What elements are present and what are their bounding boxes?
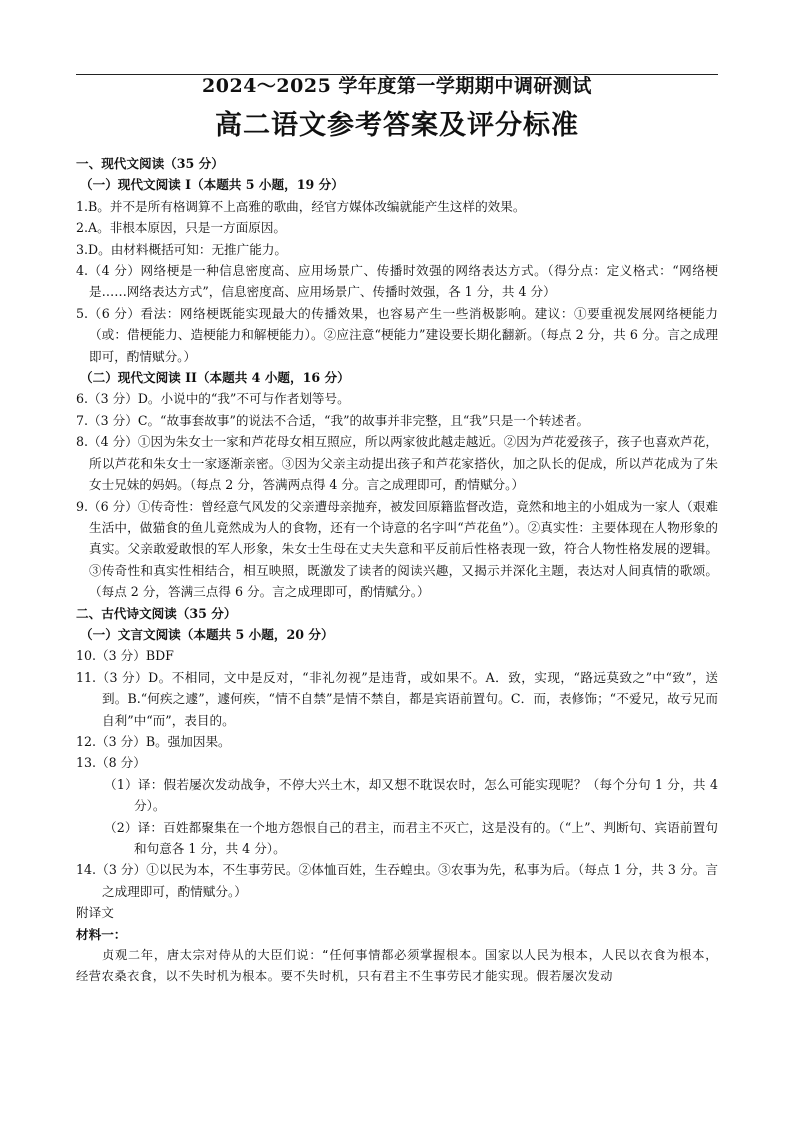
answer-q7: 7.（3 分）C。“故事套故事”的说法不合适，“我”的故事并非完整，且“我”只是一个转述者。: [76, 412, 590, 428]
appendix-heading: 附译文: [76, 905, 114, 921]
subsection-heading-reading-1: （一）现代文阅读 I（本题共 5 小题，19 分）: [80, 177, 344, 193]
answer-q12: 12.（3 分）B。强加因果。: [76, 733, 231, 749]
answer-q9: 9.（6 分）①传奇性：曾经意气风发的父亲遭母亲抛弃，被发回原籍监督改造，竟然和地主的小姐成为一家人（艰难生活中，做猫食的鱼儿竟然成为人的食物，还有一个诗意的名字叫“芦花鱼”）。②真实性：主要体现在人物形象的真实。父亲敢爱敢恨的军人形象，朱女士生母在丈夫失意和平反前后性格表现一致，符合人物性格发展的逻辑。③传奇性和真实性相结合，相互映照，既激发了读者的阅读兴趣，又揭示并深化主题，表达对人间真情的歌颂。（每点 2 分，答满三点得 6 分。言之成理即可，酌情赋分。）: [76, 498, 718, 600]
answer-q8: 8.（4 分）①因为朱女士一家和芦花母女相互照应，所以两家彼此越走越近。②因为芦花爱孩子，孩子也喜欢芦花，所以芦花和朱女士一家逐渐亲密。③因为父亲主动提出孩子和芦花家搭伙，加之队长的促成，所以芦花成为了朱女士兄妹的妈妈。（每点 2 分，答满两点得 4 分。言之成理即可，酌情赋分。）: [76, 434, 718, 493]
subsection-heading-classical-prose: （一）文言文阅读（本题共 5 小题，20 分）: [80, 626, 334, 642]
answer-q5: 5.（6 分）看法：网络梗既能实现最大的传播效果，也容易产生一些消极影响。建议：①要重视发展网络梗能力（或：借梗能力、造梗能力和解梗能力）。②应注意“梗能力”建设要长期化翻新。（每点 2 分，共 6 分。言之成理即可，酌情赋分。）: [76, 305, 718, 364]
translation-paragraph: 贞观二年，唐太宗对侍从的大臣们说：“任何事情都必须掌握根本。国家以人民为根本，人民以衣食为根本，经营农桑衣食，以不失时机为根本。要不失时机，只有君主不生事劳民才能实现。假若屡次发动: [76, 948, 718, 984]
answer-q14: 14.（3 分）①以民为本，不生事劳民。②体恤百姓，生吞蝗虫。③农事为先，私事为后。（每点 1 分，共 3 分。言之成理即可，酌情赋分。）: [76, 862, 718, 899]
answer-q6: 6.（3 分）D。小说中的“我”不可与作者划等号。: [76, 391, 350, 407]
page-title: 高二语文参考答案及评分标准: [215, 110, 579, 141]
answer-q1: 1.B。并不是所有格调算不上高雅的歌曲，经官方媒体改编就能产生这样的效果。: [76, 198, 526, 214]
answer-q13-part1: （1）译：假若屡次发动战争，不停大兴土木，却又想不耽误农时，怎么可能实现呢？（每个分句 1 分，共 4 分）。: [104, 776, 718, 814]
answer-q10: 10.（3 分）BDF: [76, 648, 174, 664]
answer-q4: 4.（4 分）网络梗是一种信息密度高、应用场景广、传播时效强的网络表达方式。（得分点：定义格式：“网络梗是……网络表达方式”，信息密度高、应用场景广、传播时效强，各 1 分，共 4 分）: [76, 263, 718, 300]
subsection-heading-reading-2: （二）现代文阅读 II（本题共 4 小题，16 分）: [80, 370, 350, 386]
section-heading-classical-reading: 二、古代诗文阅读（35 分）: [76, 605, 237, 621]
answer-q11: 11.（3 分）D。不相同，文中是反对，“非礼勿视”是违背，或如果不。A．致，实现，“路远莫致之”中“致”，送到。B.“何疾之遽”，遽何疾，“情不自禁”是情不禁自，都是宾语前置句。C．而，表修饰；“不爱兄，故亏兄而自利”中“而”，表目的。: [76, 669, 718, 728]
exam-subtitle: 2024～2025 学年度第一学期期中调研测试: [202, 75, 592, 97]
answer-q13: 13.（8 分）: [76, 755, 146, 771]
answer-q3: 3.D。由材料概括可知：无推广能力。: [76, 241, 288, 257]
material-one-label: 材料一：: [76, 926, 127, 942]
answer-content: [76, 153, 718, 988]
answer-q2: 2.A。非根本原因，只是一方面原因。: [76, 220, 287, 236]
section-heading-modern-reading: 一、现代文阅读（35 分）: [76, 156, 224, 171]
answer-q13-part2: （2）译：百姓都聚集在一个地方怨恨自己的君主，而君主不灭亡，这是没有的。（“上”、判断句、宾语前置句和句意各 1 分，共 4 分）。: [104, 819, 718, 856]
